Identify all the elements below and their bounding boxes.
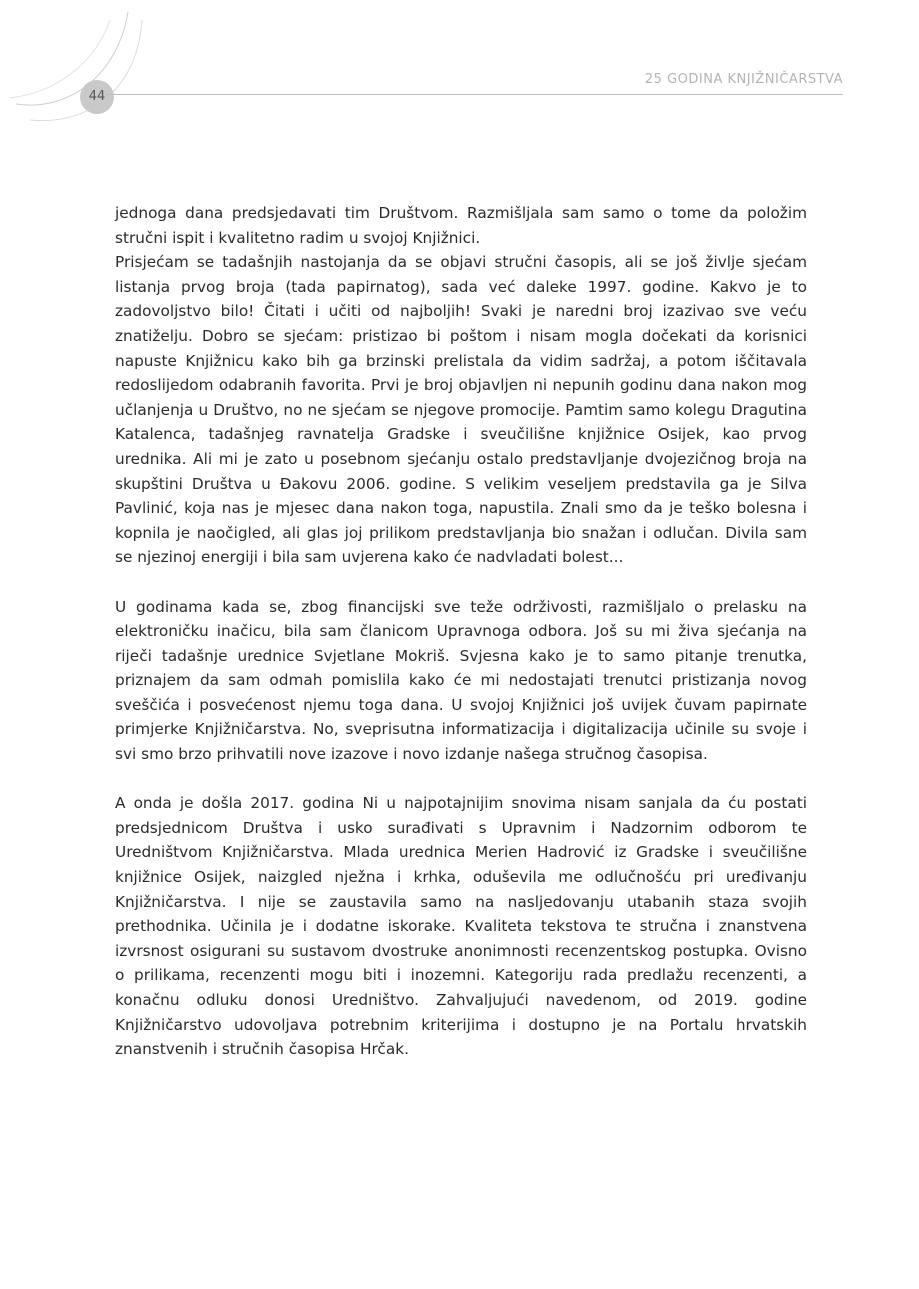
paragraph: A onda je došla 2017. godina Ni u najpotajnijim snovima nisam sanjala da ću postati predsjednicom Društva i usko surađivati s Upravnim i Nadzornim odborom te Uredništvom Knjižničarstva. Mlada urednica Merien Hadrović iz Gradske i sveučilišne knjižnice Osijek, naizgled nježna i krhka, oduševila me odlučnošću pri uređivanju Knjižničarstva. I nije se zaustavila samo na nasljedovanju utabanih staza svojih prethodnika. Učinila je i dodatne iskorake. Kvaliteta tekstova te stručna i znanstvena izvrsnost osigurani su sustavom dvostruke anonimnosti recenzentskog postupka. Ovisno o prilikama, recenzenti mogu biti i inozemni. Kategoriju rada predlažu recenzenti, a konačnu odluku donosi Uredništvo. Zahvaljujući navedenom, od 2019. godine Knjižničarstvo udovoljava potrebnim kriterijima i dostupno je na Portalu hrvatskih znanstvenih i stručnih časopisa Hrčak. [115, 794, 807, 1059]
paragraph: jednoga dana predsjedavati tim Društvom. Razmišljala sam samo o tome da položim stručni ispit i kvalitetno radim u svojoj Knjižnici. [115, 204, 807, 247]
running-head: 25 GODINA KNJIŽNIČARSTVA [644, 72, 843, 87]
header-decoration [0, 0, 919, 140]
paragraph: U godinama kada se, zbog financijski sve teže održivosti, razmišljalo o prelasku na elektroničku inačicu, bila sam članicom Upravnoga odbora. Još su mi živa sjećanja na riječi tadašnje urednice Svjetlane Mokriš. Svjesna kako je to samo pitanje trenutka, priznajem da sam odmah pomislila kako će mi nedostajati trenutci pristizanja novog sveščića i posvećenost njemu toga dana. U svojoj Knjižnici još uvijek čuvam papirnate primjerke Knjižničarstva. No, sveprisutna informatizacija i digitalizacija učinile su svoje i svi smo brzo prihvatili nove izazove i novo izdanje našega stručnog časopisa. [115, 597, 807, 764]
page-number: 44 [80, 80, 114, 114]
body-text [115, 201, 807, 1062]
header-rule [106, 94, 843, 95]
paragraph: Prisjećam se tadašnjih nastojanja da se objavi stručni časopis, ali se još življe sjećam listanja prvog broja (tada papirnatog), sada već daleke 1997. godine. Kakvo je to zadovoljstvo bilo! Čitati i učiti od najboljih! Svaki je naredni broj izazivao sve veću znatiželju. Dobro se sjećam: pristizao bi poštom i nisam mogla dočekati da korisnici napuste Knjižnicu kako bih ga brzinski prelistala da vidim sadržaj, a potom iščitavala redoslijedom odabranih favorita. Prvi je broj objavljen ni nepunih godinu dana nakon mog učlanjenja u Društvo, no ne sjećam se njegove promocije. Pamtim samo kolegu Dragutina Katalenca, tadašnjeg ravnatelja Gradske i sveučilišne knjižnice Osijek, kao prvog urednika. Ali mi je zato u posebnom sjećanju ostalo predstavljanje dvojezičnog broja na skupštini Društva u Đakovu 2006. godine. S velikim veseljem predstavila ga je Silva Pavlinić, koja nas je mjesec dana nakon toga, napustila. Znali smo da je teško bolesna i kopnila je naočigled, ali glas joj prilikom predstavljanja bio snažan i odlučan. Divila sam se njezinoj energiji i bila sam uvjerena kako će nadvladati bolest... [115, 253, 807, 567]
